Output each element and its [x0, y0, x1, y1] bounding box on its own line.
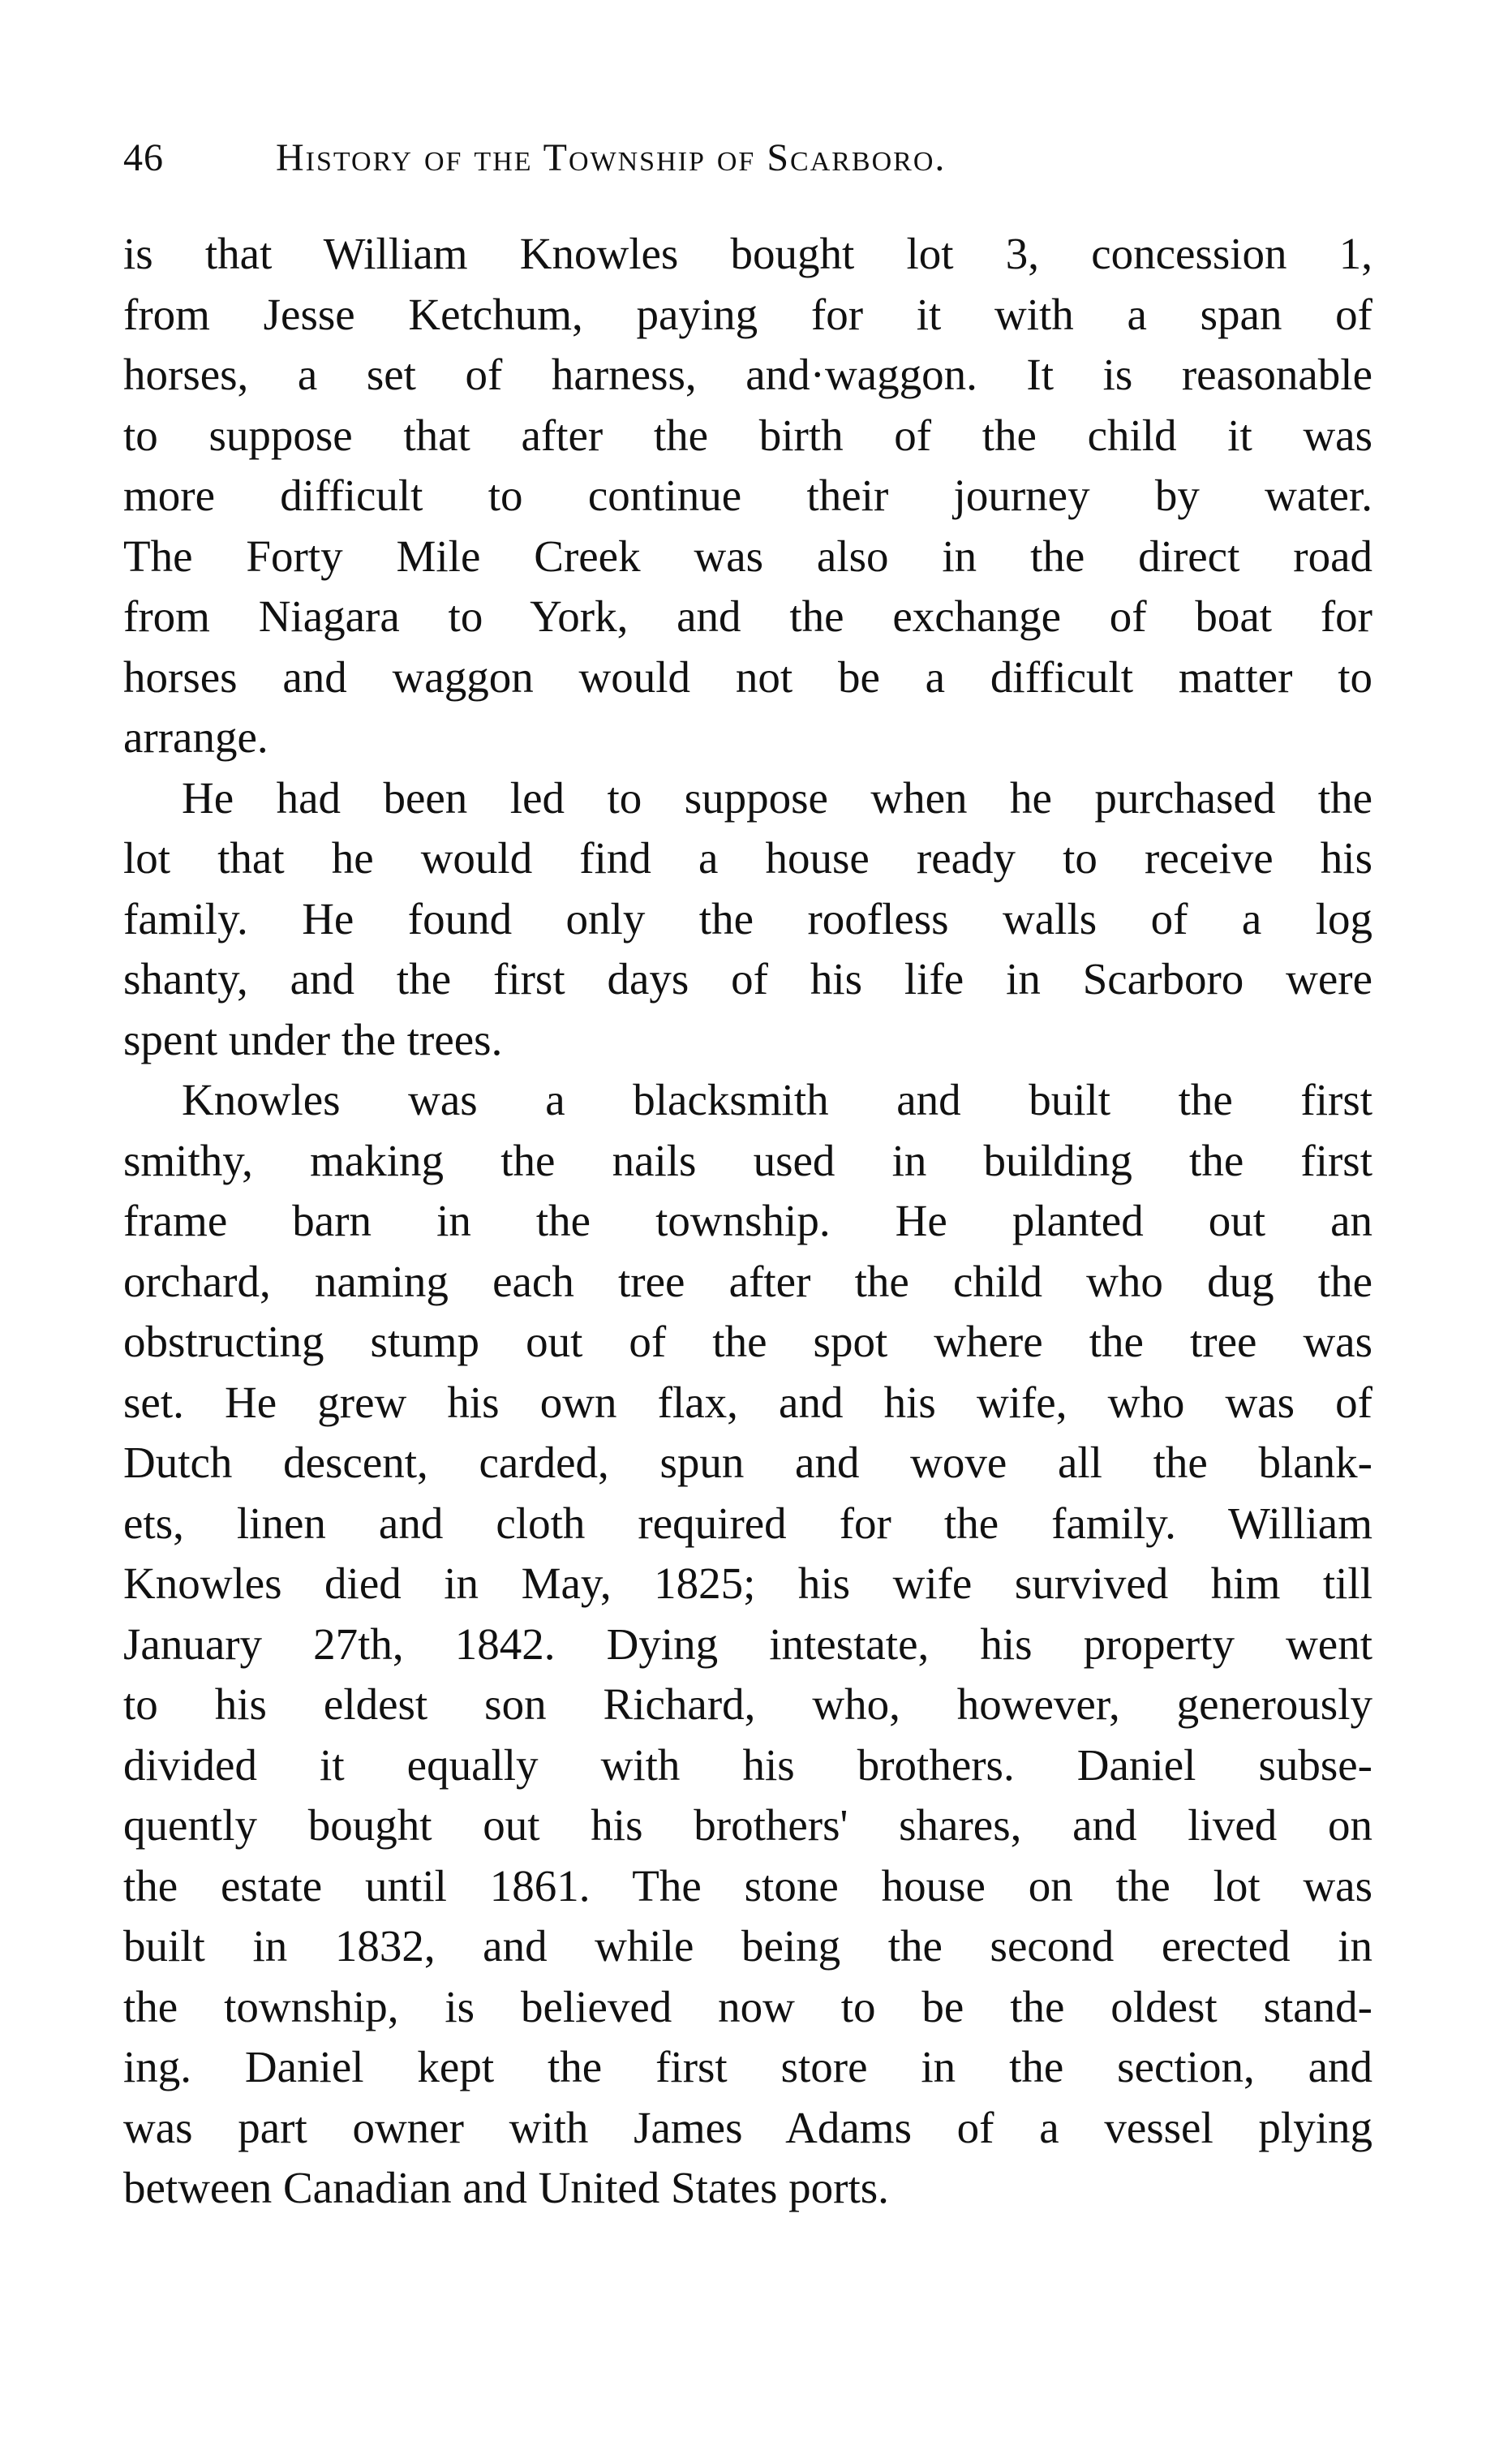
- text-line: from Jesse Ketchum, paying for it with a span of: [123, 289, 1372, 339]
- running-head: [123, 130, 1372, 187]
- text-line: Dutch descent, carded, spun and wove all the blank-: [123, 1438, 1372, 1487]
- text-line: is that William Knowles bought lot 3, concession 1,: [123, 229, 1372, 278]
- text-line: set. He grew his own flax, and his wife, who was of: [123, 1377, 1372, 1427]
- text-line: obstructing stump out of the spot where the tree was: [123, 1317, 1372, 1366]
- text-line: from Niagara to York, and the exchange of boat for: [123, 591, 1372, 641]
- text-line: the estate until 1861. The stone house on the lot was: [123, 1860, 1372, 1911]
- text-line: arrange.: [123, 712, 268, 762]
- page-number: 46: [123, 136, 164, 179]
- text-line: to his eldest son Richard, who, however, generously: [123, 1679, 1372, 1729]
- text-line: more difficult to continue their journey by water.: [123, 471, 1372, 520]
- text-line: built in 1832, and while being the second erected in: [123, 1921, 1372, 1971]
- text-line: January 27th, 1842. Dying intestate, his property went: [123, 1618, 1372, 1669]
- text-line: ets, linen and cloth required for the family. William: [123, 1498, 1372, 1548]
- text-line: quently bought out his brothers' shares, and lived on: [123, 1800, 1372, 1850]
- text-line: horses, a set of harness, and·waggon. It is reasonable: [123, 350, 1372, 399]
- paragraph-first-line: Knowles was a blacksmith and built the first: [182, 1075, 1372, 1124]
- text-line: lot that he would find a house ready to receive his: [123, 833, 1372, 883]
- text-line: between Canadian and United States ports.: [123, 2163, 889, 2212]
- text-line: orchard, naming each tree after the child who dug the: [123, 1256, 1372, 1306]
- text-line: shanty, and the first days of his life in Scarboro were: [123, 954, 1372, 1004]
- paragraph-first-line: He had been led to suppose when he purchased the: [182, 772, 1372, 823]
- text-line: to suppose that after the birth of the child it was: [123, 410, 1372, 460]
- text-line: smithy, making the nails used in building the first: [123, 1135, 1372, 1185]
- text-line: divided it equally with his brothers. Daniel subse-: [123, 1739, 1372, 1790]
- text-line: was part owner with James Adams of a vessel plying: [123, 2102, 1372, 2152]
- text-line: horses and waggon would not be a difficult matter to: [123, 651, 1372, 702]
- text-line: the township, is believed now to be the oldest stand-: [123, 1981, 1372, 2031]
- text-line: The Forty Mile Creek was also in the direct road: [123, 531, 1372, 581]
- text-line: Knowles died in May, 1825; his wife survived him till: [123, 1558, 1372, 1608]
- text-line: frame barn in the township. He planted out an: [123, 1196, 1372, 1245]
- text-line: family. He found only the roofless walls of a log: [123, 893, 1372, 944]
- text-line: ing. Daniel kept the first store in the section, and: [123, 2042, 1372, 2091]
- text-line: spent under the trees.: [123, 1014, 503, 1064]
- body-text: [123, 224, 1372, 2219]
- running-title: History of the Township of Scarboro.: [276, 136, 947, 179]
